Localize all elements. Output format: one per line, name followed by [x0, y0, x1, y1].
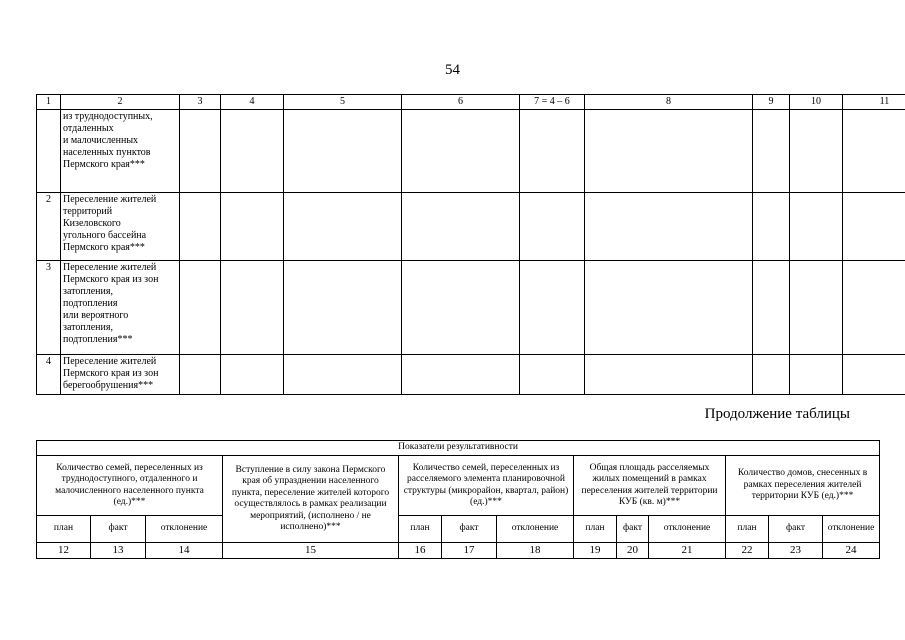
- deviation-header: отклонение: [823, 516, 880, 543]
- column-number: 19: [574, 543, 617, 559]
- row-name: Переселение жителей Пермского края из зон затопления, подтопления или вероятного затопления, подтопления***: [63, 262, 159, 345]
- column-number: 17: [442, 543, 497, 559]
- column-number: 16: [399, 543, 442, 559]
- empty-cell: [790, 261, 843, 355]
- row-name-cell: [61, 261, 180, 355]
- empty-cell: [221, 110, 284, 193]
- column-number-row: [37, 95, 905, 110]
- column-number: 24: [823, 543, 880, 559]
- continuation-label: Продолжение таблицы: [704, 406, 850, 422]
- sub-header-row: [37, 516, 880, 543]
- row-name: из труднодоступных, отдаленных и малочисленных населенных пунктов Пермского края***: [63, 111, 153, 170]
- main-table: [36, 94, 905, 395]
- column-number: 10: [790, 95, 843, 110]
- table-row: [37, 261, 905, 355]
- column-number: 21: [649, 543, 726, 559]
- row-name-cell: [61, 355, 180, 395]
- column-number: 6: [402, 95, 520, 110]
- column-number: 3: [180, 95, 221, 110]
- column-number: 9: [753, 95, 790, 110]
- empty-cell: [402, 193, 520, 261]
- table-row: [37, 355, 905, 395]
- empty-cell: [284, 261, 402, 355]
- column-number: 4: [221, 95, 284, 110]
- column-header-row: [37, 456, 880, 516]
- empty-cell: [585, 261, 753, 355]
- plan-header: план: [726, 516, 769, 543]
- empty-cell: [221, 193, 284, 261]
- empty-cell: [790, 110, 843, 193]
- column-number: 11: [843, 95, 905, 110]
- column-header: Количество домов, снесенных в рамках переселения жителей территории КУБ (ед.)***: [726, 456, 880, 516]
- empty-cell: [585, 355, 753, 395]
- page-number: 54: [445, 62, 460, 78]
- column-number: 20: [617, 543, 649, 559]
- column-header: Вступление в силу закона Пермского края об упразднении населенного пункта, переселение жителей которого осуществлялось в рамках реализации мероприятий, (исполнено / не исполнено)***: [223, 456, 399, 543]
- table-row: [37, 193, 905, 261]
- plan-header: план: [399, 516, 442, 543]
- group-header: Показатели результативности: [37, 441, 880, 456]
- column-number: 7 = 4 – 6: [520, 95, 585, 110]
- plan-header: план: [37, 516, 91, 543]
- row-name-cell: [61, 193, 180, 261]
- column-number: 13: [91, 543, 146, 559]
- fact-header: факт: [617, 516, 649, 543]
- table-row: [37, 110, 905, 193]
- column-number: 22: [726, 543, 769, 559]
- column-number: 5: [284, 95, 402, 110]
- empty-cell: [402, 261, 520, 355]
- empty-cell: [843, 355, 905, 395]
- row-number: 2: [37, 193, 61, 261]
- empty-cell: [180, 261, 221, 355]
- deviation-header: отклонение: [649, 516, 726, 543]
- empty-cell: [180, 193, 221, 261]
- empty-cell: [790, 193, 843, 261]
- empty-cell: [585, 110, 753, 193]
- empty-cell: [753, 355, 790, 395]
- empty-cell: [843, 261, 905, 355]
- empty-cell: [753, 261, 790, 355]
- row-number: 3: [37, 261, 61, 355]
- empty-cell: [790, 355, 843, 395]
- empty-cell: [753, 193, 790, 261]
- column-number: 14: [146, 543, 223, 559]
- deviation-header: отклонение: [146, 516, 223, 543]
- column-number: 12: [37, 543, 91, 559]
- empty-cell: [284, 110, 402, 193]
- empty-cell: [284, 193, 402, 261]
- empty-cell: [753, 110, 790, 193]
- column-number: 18: [497, 543, 574, 559]
- empty-cell: [843, 110, 905, 193]
- row-number: [37, 110, 61, 193]
- column-number: 1: [37, 95, 61, 110]
- empty-cell: [520, 355, 585, 395]
- column-header: Общая площадь расселяемых жилых помещений в рамках переселения жителей территории КУБ (кв. м)***: [574, 456, 726, 516]
- column-header: Количество семей, переселенных из расселяемого элемента планировочной структуры (микрорайон, квартал, район) (ед.)***: [399, 456, 574, 516]
- empty-cell: [221, 261, 284, 355]
- empty-cell: [284, 355, 402, 395]
- empty-cell: [180, 110, 221, 193]
- column-number: 2: [61, 95, 180, 110]
- fact-header: факт: [769, 516, 823, 543]
- row-number: 4: [37, 355, 61, 395]
- row-name: Переселение жителей Пермского края из зон берегообрушения***: [63, 356, 159, 391]
- column-number: 15: [223, 543, 399, 559]
- column-number: 23: [769, 543, 823, 559]
- fact-header: факт: [91, 516, 146, 543]
- empty-cell: [520, 110, 585, 193]
- fact-header: факт: [442, 516, 497, 543]
- empty-cell: [402, 110, 520, 193]
- group-header-row: [37, 441, 880, 456]
- column-number-row: [37, 543, 880, 559]
- row-name-cell: [61, 110, 180, 193]
- column-header: Количество семей, переселенных из труднодоступного, отдаленного и малочисленного населенного пункта (ед.)***: [37, 456, 223, 516]
- empty-cell: [180, 355, 221, 395]
- row-name: Переселение жителей территорий Кизеловского угольного бассейна Пермского края***: [63, 194, 157, 253]
- plan-header: план: [574, 516, 617, 543]
- empty-cell: [843, 193, 905, 261]
- empty-cell: [402, 355, 520, 395]
- empty-cell: [585, 193, 753, 261]
- indicators-table: [36, 440, 880, 559]
- empty-cell: [520, 193, 585, 261]
- empty-cell: [520, 261, 585, 355]
- deviation-header: отклонение: [497, 516, 574, 543]
- column-number: 8: [585, 95, 753, 110]
- empty-cell: [221, 355, 284, 395]
